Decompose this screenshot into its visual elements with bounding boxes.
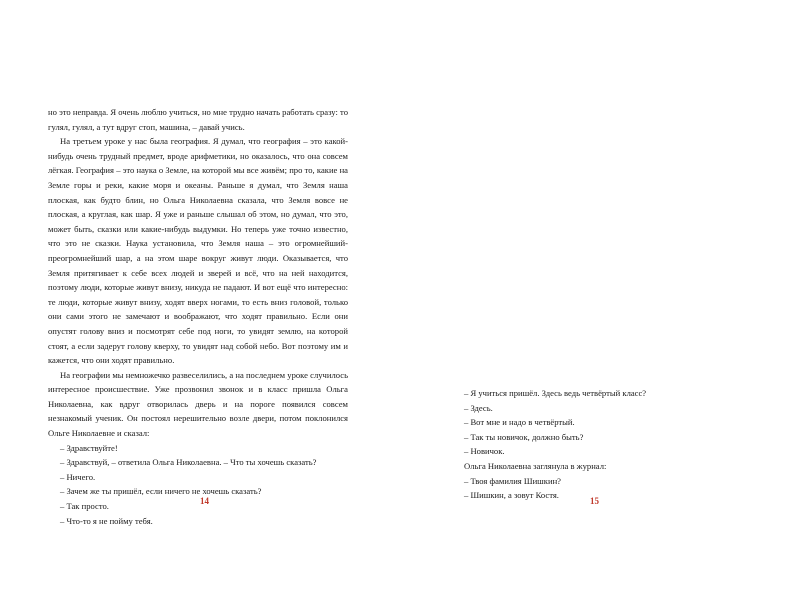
left-page-text	[48, 105, 348, 528]
body-paragraph: но это неправда. Я очень люблю учиться, но мне трудно начать работать сразу: то гулял, гулял, а тут вдруг стоп, машина, – давай учись.	[48, 107, 348, 132]
right-page-text	[452, 386, 752, 503]
right-page	[400, 0, 800, 600]
page-number-right: 15	[590, 496, 599, 506]
dialogue-line: – Здравствуй, – ответила Ольга Николаевна. – Что ты хочешь сказать?	[60, 457, 317, 468]
dialogue-line: – Зачем же ты пришёл, если ничего не хочешь сказать?	[60, 486, 262, 497]
dialogue-line: – Здравствуйте!	[60, 442, 118, 453]
dialogue-line: – Так просто.	[60, 501, 109, 512]
body-paragraph: На географии мы немножечко развеселились, а на последнем уроке случилось интересное происшествие. Уже прозвонил звонок и в класс пришла Ольга Николаевна, как вдруг отворилась дверь и на пороге появился совсем незнакомый ученик. Он постоял нерешительно возле двери, потом поклонился Ольге Николаевне и сказал:	[48, 369, 348, 439]
dialogue-line: – Шишкин, а зовут Костя.	[464, 490, 559, 501]
dialogue-line: – Так ты новичок, должно быть?	[464, 431, 584, 442]
page-number-left: 14	[200, 496, 209, 506]
dialogue-line: – Твоя фамилия Шишкин?	[464, 475, 561, 486]
dialogue-line: – Вот мне и надо в четвёртый.	[464, 417, 575, 428]
dialogue-line: – Здесь.	[464, 402, 493, 413]
body-paragraph: На третьем уроке у нас была география. Я думал, что география – это какой-нибудь очень трудный предмет, вроде арифметики, но оказалось, что она совсем лёгкая. География – это наука о Земле, на которой мы все живём; про то, какие на Земле горы и реки, какие моря и океаны. Раньше я думал, что Земля наша плоская, как будто блин, но Ольга Николаевна сказала, что Земля вовсе не плоская, а круглая, как шар. Я уже и раньше слышал об этом, но думал, что это, может быть, сказки или какие-нибудь выдумки. Но теперь уже точно известно, что это не сказки. Наука установила, что Земля наша – это огромнейший-преогромнейший шар, а на этом шаре вокруг живут люди. Оказывается, что Земля притягивает к себе всех людей и зверей и всё, что на ней находится, поэтому люди, которые живут внизу, никуда не падают. И вот ещё что интересно: те люди, которые живут внизу, ходят вверх ногами, то есть вниз головой, только они сами этого не замечают и воображают, что ходят правильно. Если они опустят голову вниз и посмотрят себе под ноги, то увидят землю, на которой стоят, а если задерут голову кверху, то увидят над собой небо. Вот поэтому им и кажется, что они ходят правильно.	[48, 136, 348, 366]
dialogue-line: – Что-то я не пойму тебя.	[60, 515, 153, 526]
dialogue-line: Ольга Николаевна заглянула в журнал:	[464, 460, 607, 471]
dialogue-line: – Я учиться пришёл. Здесь ведь четвёртый класс?	[464, 388, 647, 398]
dialogue-line: – Новичок.	[464, 446, 505, 457]
dialogue-line: – Ничего.	[60, 471, 96, 482]
